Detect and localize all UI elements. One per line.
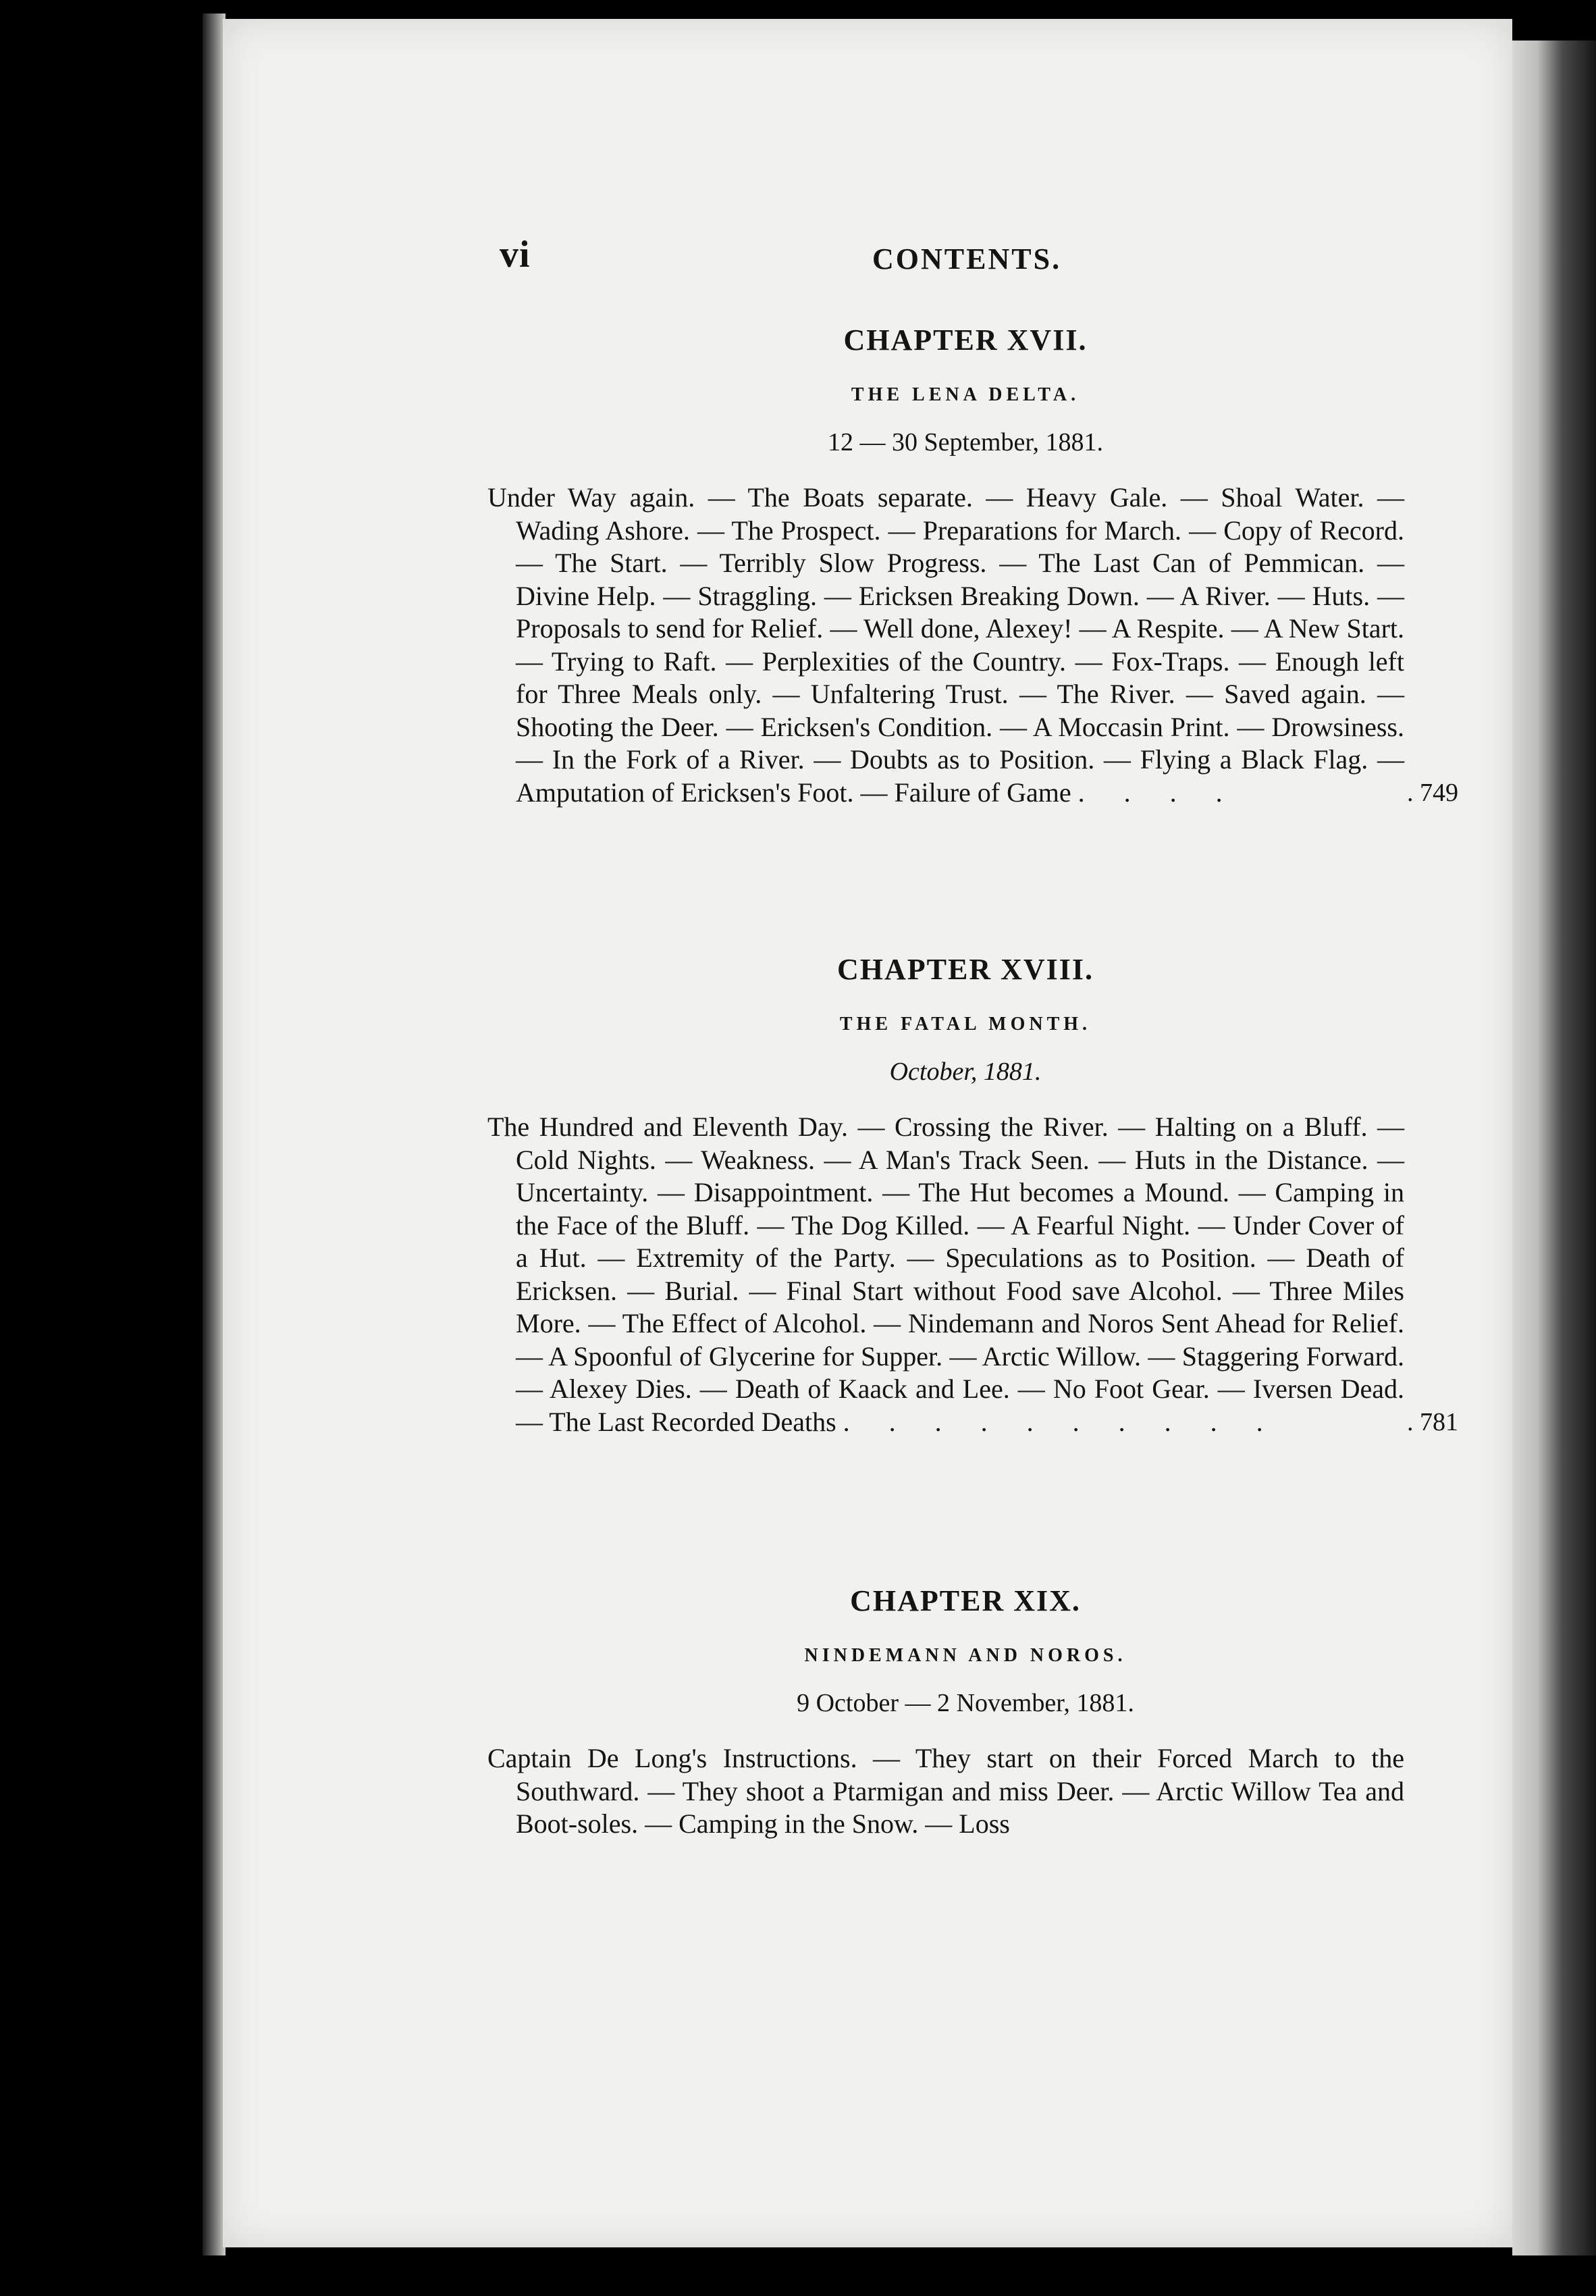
chapter-date bbox=[473, 427, 1458, 457]
chapter-17 bbox=[473, 323, 1458, 809]
page-right-edge bbox=[1512, 41, 1596, 2255]
chapter-19 bbox=[473, 1584, 1458, 1841]
chapter-18 bbox=[473, 952, 1458, 1438]
page-left-edge bbox=[203, 14, 225, 2255]
chapter-heading: CHAPTER XVII. bbox=[843, 323, 1088, 357]
chapter-summary-text: Under Way again. — The Boats separate. — Heavy Gale. — Shoal Water. — Wading Ashore. — The Prospect. — Preparations for March. — Copy of Record. — The Start. — Terribly Slow Progress. — The Last Can of Pemmican. — Divine Help. — Straggling. — Ericksen Breaking Down. — A River. — Huts. — Proposals to send for Relief. — Well done, Alexey! — A Respite. — A New Start. — Trying to Raft. — Perplexities of the Country. — Fox-Traps. — Enough left for Three Meals only. — Unfaltering Trust. — The River. — Saved again. — Shooting the Deer. — Ericksen's Condition. — A Moccasin Print. — Drowsiness. — In the Fork of a River. — Doubts as to Position. — Flying a Black Flag. — Amputation of Ericksen's Foot. — Failure of Game bbox=[487, 482, 1404, 808]
chapter-date-text: 12 — 30 September, 1881. bbox=[828, 428, 1103, 456]
page-folio: vi bbox=[500, 234, 531, 276]
chapter-summary bbox=[473, 1742, 1458, 1841]
chapter-date-text: October, 1881. bbox=[889, 1058, 1042, 1086]
running-title: CONTENTS. bbox=[872, 242, 1062, 276]
chapter-summary-text: The Hundred and Eleventh Day. — Crossing the River. — Halting on a Bluff. — Cold Nights. — Weakness. — A Man's Track Seen. — Huts in the Distance. — Uncertainty. — Disappointment. — The Hut becomes a Mound. — Camping in the Face of the Bluff. — The Dog Killed. — A Fearful Night. — Under Cover of a Hut. — Extremity of the Party. — Speculations as to Position. — Death of Ericksen. — Burial. — Final Start without Food save Alcohol. — Three Miles More. — The Effect of Alcohol. — Nindemann and Noros Sent Ahead for Relief. — A Spoonful of Glycerine for Supper. — Arctic Willow. — Staggering Forward. — Alexey Dies. — Death of Kaack and Lee. — No Foot Gear. — Iversen Dead. — The Last Recorded Deaths bbox=[487, 1112, 1404, 1437]
chapter-subtitle: NINDEMANN AND NOROS. bbox=[804, 1645, 1127, 1666]
chapter-subtitle: THE LENA DELTA. bbox=[851, 384, 1080, 405]
chapter-date-text: 9 October — 2 November, 1881. bbox=[797, 1689, 1134, 1717]
page-number: . 781 bbox=[1407, 1407, 1458, 1436]
chapter-heading: CHAPTER XVIII. bbox=[836, 953, 1094, 986]
chapter-summary bbox=[473, 481, 1458, 809]
page-number: . 749 bbox=[1407, 778, 1458, 807]
chapter-date bbox=[473, 1057, 1458, 1087]
dot-leader: . . . . bbox=[1078, 777, 1239, 808]
chapter-date bbox=[473, 1688, 1458, 1718]
dot-leader: . . . . . . . . . . bbox=[843, 1406, 1279, 1437]
chapter-summary-text: Captain De Long's Instructions. — They start on their Forced March to the Southward. — They shoot a Ptarmigan and miss Deer. — Arctic Willow Tea and Boot-soles. — Camping in the Snow. — Loss bbox=[487, 1743, 1404, 1839]
chapter-subtitle: THE FATAL MONTH. bbox=[839, 1014, 1092, 1035]
chapter-summary bbox=[473, 1111, 1458, 1438]
chapter-heading: CHAPTER XIX. bbox=[850, 1584, 1081, 1617]
